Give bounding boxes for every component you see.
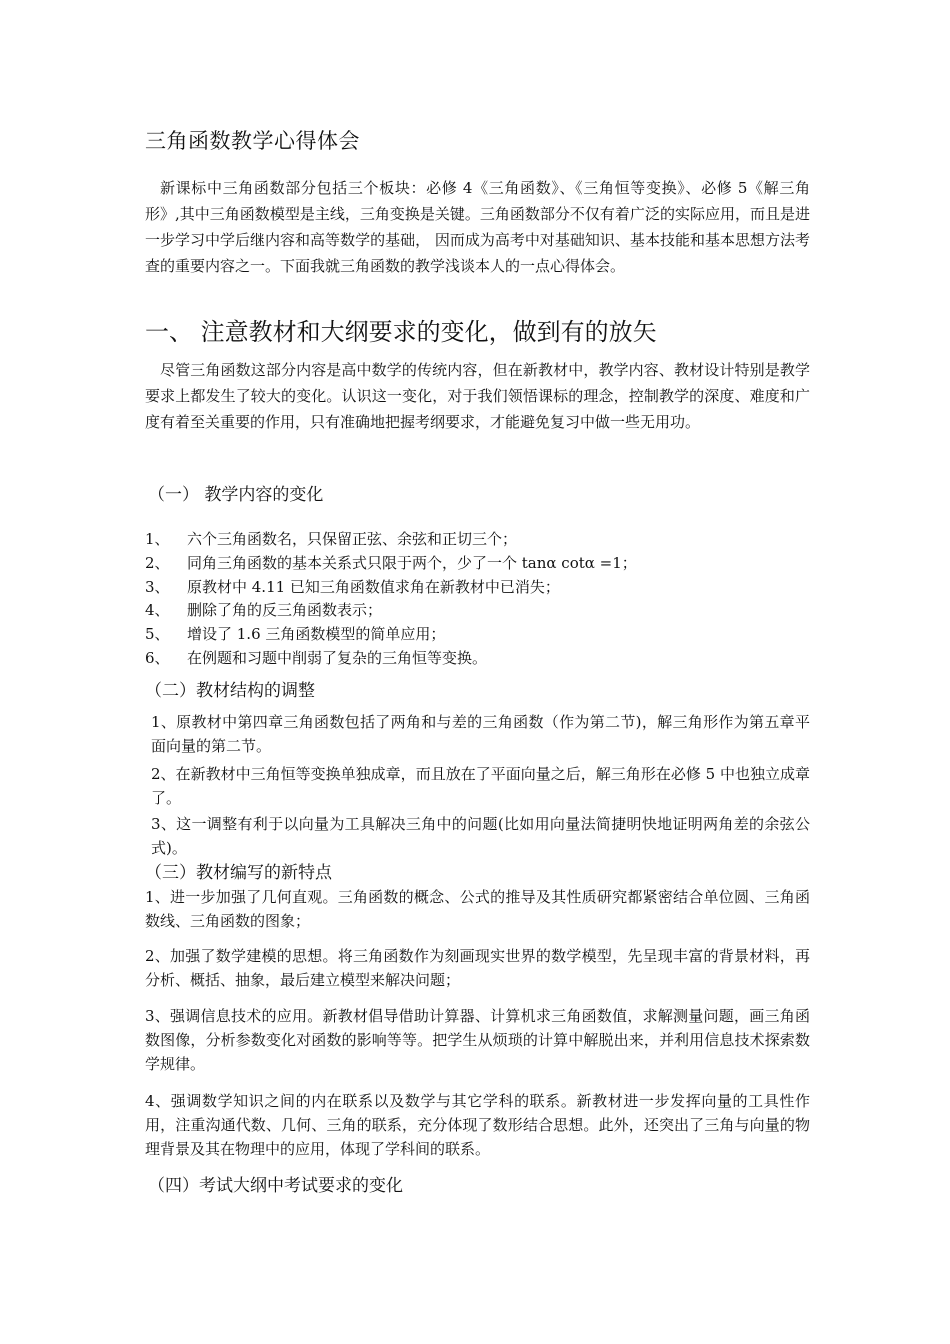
subsection-3-item-3: 3、强调信息技术的应用。新教材倡导借助计算器、计算机求三角函数值，求解测量问题，画三角函数图像，分析参数变化对函数的影响等等。把学生从烦琐的计算中解脱出来，并利用信息技术探索数学规律。 (145, 1007, 810, 1073)
list-item: 4、 删除了角的反三角函数表示； (145, 601, 383, 620)
list-item: 1、 六个三角函数名，只保留正弦、余弦和正切三个； (145, 530, 518, 548)
subsection-4-heading: （四）考试大纲中考试要求的变化 (148, 1176, 403, 1196)
section-1-heading: 一、 注意教材和大纲要求的变化，做到有的放矢 (145, 318, 657, 346)
list-item: 5、 增设了 1.6 三角函数模型的简单应用； (145, 625, 446, 644)
subsection-2-item-1: 1、原教材中第四章三角函数包括了两角和与差的三角函数（作为第二节)，解三角形作为第五章平面向量的第二节。 (151, 713, 810, 755)
subsection-3-heading: （三）教材编写的新特点 (145, 863, 332, 883)
subsection-2-item-2: 2、在新教材中三角恒等变换单独成章，而且放在了平面向量之后，解三角形在必修 5 中也独立成章了。 (151, 765, 810, 807)
subsection-2-item-3: 3、这一调整有利于以向量为工具解决三角中的问题(比如用向量法简捷明快地证明两角差的余弦公式)。 (151, 815, 810, 857)
subsection-3-item-2: 2、加强了数学建模的思想。将三角函数作为刻画现实世界的数学模型，先呈现丰富的背景材料，再分析、概括、抽象，最后建立模型来解决问题； (145, 947, 810, 989)
subsection-2-heading: （二）教材结构的调整 (145, 681, 315, 701)
subsection-1-heading: （一） 教学内容的变化 (148, 485, 324, 505)
list-item: 2、 同角三角函数的基本关系式只限于两个，少了一个 tanα cotα =1； (145, 553, 637, 572)
list-item: 3、 原教材中 4.11 已知三角函数值求角在新教材中已消失； (145, 577, 560, 596)
section-1-paragraph: 尽管三角函数这部分内容是高中数学的传统内容，但在新教材中，教学内容、教材设计特别是教学要求上都发生了较大的变化。认识这一变化，对于我们领悟课标的理念，控制教学的深度、难度和广度有着至关重要的作用，只有准确地把握考纲要求，才能避免复习中做一些无用功。 (145, 361, 810, 431)
subsection-3-item-4: 4、强调数学知识之间的内在联系以及数学与其它学科的联系。新教材进一步发挥向量的工具性作用，注重沟通代数、几何、三角的联系，充分体现了数形结合思想。此外，还突出了三角与向量的物理背景及其在物理中的应用，体现了学科间的联系。 (145, 1092, 810, 1158)
subsection-3-item-1: 1、进一步加强了几何直观。三角函数的概念、公式的推导及其性质研究都紧密结合单位圆、三角函数线、三角函数的图象； (145, 888, 810, 930)
document-title: 三角函数教学心得体会 (145, 129, 360, 153)
subsection-1-list (145, 528, 810, 671)
intro-paragraph: 新课标中三角函数部分包括三个板块：必修 4《三角函数》、《三角恒等变换》、必修 5《解三角形》,其中三角函数模型是主线，三角变换是关键。三角函数部分不仅有着广泛的实际应用，而且是进一步学习中学后继内容和高等数学的基础， 因而成为高考中对基础知识、基本技能和基本思想方法考查的重要内容之一。下面我就三角函数的教学浅谈本人的一点心得体会。 (145, 179, 810, 275)
list-item: 6、 在例题和习题中削弱了复杂的三角恒等变换。 (145, 648, 488, 667)
